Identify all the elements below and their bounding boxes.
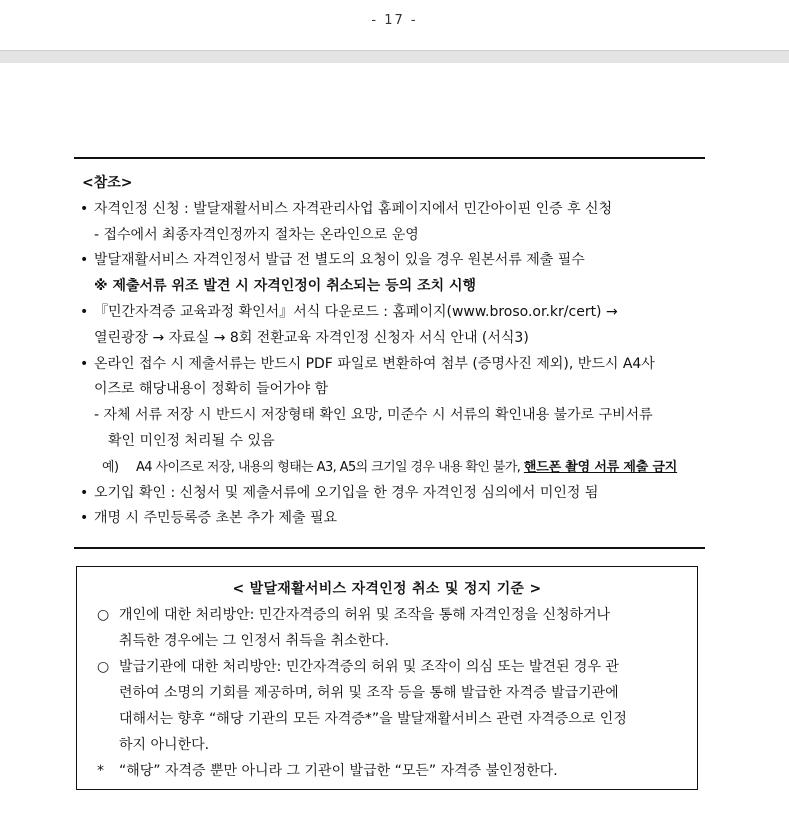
bullet-marker: •	[80, 303, 89, 320]
note-item-typo-check	[80, 481, 705, 507]
reference-notes	[80, 171, 705, 532]
criteria-continuation: 련하여 소명의 기회를 제공하며, 허위 및 조작 등을 통해 발급한 자격증 발급기관에	[119, 685, 619, 701]
note-item-pdf-upload	[80, 352, 705, 378]
criteria-text: 발급기관에 대한 처리방안: 민간자격증의 허위 및 조작이 의심 또는 발견된 경우 관	[119, 659, 619, 675]
note-text: 자격인정 신청 : 발달재활서비스 자격관리사업 홈페이지에서 민간아이핀 인증 후 신청	[94, 200, 613, 217]
note-forgery-warning: ※ 제출서류 위조 발견 시 자격인정이 취소되는 등의 조치 시행	[94, 278, 477, 295]
note-sub-continuation: 확인 미인정 처리될 수 있음	[108, 432, 275, 449]
note-item-name-change	[80, 506, 705, 532]
circle-marker: ○	[97, 607, 110, 623]
note-continuation: 열린광장 → 자료실 → 8회 전환교육 자격인정 신청자 서식 안내 (서식3)	[94, 329, 529, 346]
criteria-continuation: 취득한 경우에는 그 인정서 취득을 취소한다.	[119, 633, 390, 649]
criteria-continuation: 대해서는 향후 “해당 기관의 모든 자격증*”을 발달재활서비스 관련 자격증으로 인정	[119, 711, 627, 727]
criteria-text: 개인에 대한 처리방안: 민간자격증의 허위 및 조작을 통해 자격인정을 신청하거나	[119, 607, 611, 623]
bullet-marker: •	[80, 510, 89, 527]
example-label: 예)	[102, 459, 119, 475]
criteria-item-issuer	[97, 654, 687, 680]
criteria-item-individual	[97, 602, 687, 628]
example-warning: 핸드폰 촬영 서류 제출 금지	[523, 459, 678, 475]
note-item-form-download	[80, 300, 705, 326]
page-number: - 17 -	[371, 13, 418, 28]
note-text: 개명 시 주민등록증 초본 추가 제출 필요	[94, 510, 338, 527]
top-rule	[74, 157, 705, 159]
criteria-footnote	[97, 758, 687, 784]
note-text: 『민간자격증 교육과정 확인서』서식 다운로드 : 홈페이지(www.broso.or.kr/cert) →	[94, 303, 618, 320]
bullet-marker: •	[80, 200, 89, 217]
criteria-continuation: 하지 아니한다.	[119, 737, 210, 753]
circle-marker: ○	[97, 659, 110, 675]
bullet-marker: •	[80, 484, 89, 501]
note-text: 온라인 접수 시 제출서류는 반드시 PDF 파일로 변환하여 첨부 (증명사진 제외), 반드시 A4사	[94, 355, 655, 372]
criteria-body	[97, 602, 687, 784]
footnote-text: “해당” 자격증 뿐만 아니라 그 기관이 발급한 “모든” 자격증 불인정한다.	[119, 763, 558, 779]
cancellation-criteria-box	[76, 566, 698, 790]
note-text: 발달재활서비스 자격인정서 발급 전 별도의 요청이 있을 경우 원본서류 제출 필수	[94, 252, 585, 269]
note-example	[80, 455, 705, 481]
page-top	[0, 0, 789, 50]
criteria-title: < 발달재활서비스 자격인정 취소 및 정지 기준 >	[232, 581, 542, 597]
asterisk-marker: *	[97, 763, 104, 779]
note-item-application	[80, 197, 705, 223]
page-separator	[0, 50, 789, 63]
note-item-original-docs	[80, 248, 705, 274]
bottom-rule	[74, 547, 705, 549]
note-continuation: 이즈로 해당내용이 정확히 들어가야 함	[94, 381, 329, 398]
note-sub: - 접수에서 최종자격인정까지 절차는 온라인으로 운영	[94, 226, 419, 243]
example-text: A4 사이즈로 저장, 내용의 형태는 A3, A5의 크기일 경우 내용 확인 불가,	[136, 459, 524, 475]
bullet-marker: •	[80, 252, 89, 269]
bullet-marker: •	[80, 355, 89, 372]
notes-heading: <참조>	[82, 175, 133, 191]
note-text: 오기입 확인 : 신청서 및 제출서류에 오기입을 한 경우 자격인정 심의에서 미인정 됨	[94, 484, 599, 501]
note-sub: - 자체 서류 저장 시 반드시 저장형태 확인 요망, 미준수 시 서류의 확인내용 불가로 구비서류	[94, 407, 653, 424]
